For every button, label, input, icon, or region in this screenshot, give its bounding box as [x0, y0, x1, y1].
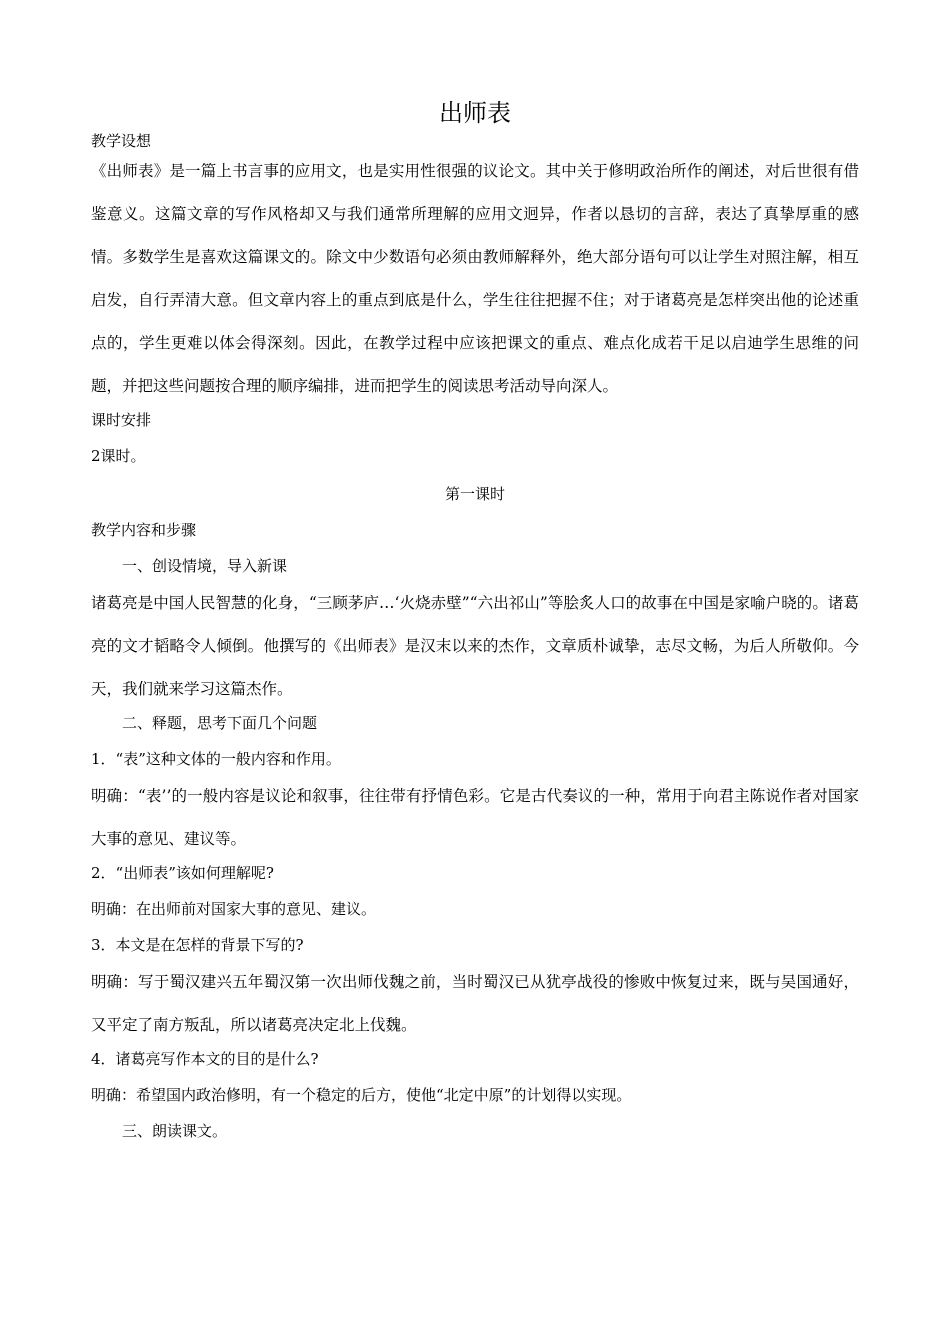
- step1-body: 诸葛亮是中国人民智慧的化身，“三顾茅庐…‘火烧赤壁”“六出祁山”等脍炙人口的故事在中国是家喻户晓的。诸葛亮的文才韬略令人倾倒。他撰写的《出师表》是汉末以来的杰作，文章质朴诚挚，志尽文畅，为后人所敬仰。今天，我们就来学习这篇杰作。: [91, 594, 859, 698]
- document-page: [91, 96, 859, 1149]
- answer-4: 明确：希望国内政治修明，有一个稳定的后方，使他“北定中原”的计划得以实现。: [91, 1086, 632, 1104]
- steps-heading: 教学内容和步骤: [91, 521, 197, 539]
- question-4: 4．诸葛亮写作本文的目的是什么?: [91, 1050, 319, 1068]
- schedule-body: 2课时。: [91, 447, 146, 465]
- lesson-title: 第一课时: [444, 485, 505, 503]
- design-body: 《出师表》是一篇上书言事的应用文，也是实用性很强的议论文。其中关于修明政治所作的阐述，对后世很有借鉴意义。这篇文章的写作风格却又与我们通常所理解的应用文迥异，作者以恳切的言辞，表达了真挚厚重的感情。多数学生是喜欢这篇课文的。除文中少数语句必须由教师解释外，绝大部分语句可以让学生对照注解，相互启发，自行弄清大意。但文章内容上的重点到底是什么，学生往往把握不住；对于诸葛亮是怎样突出他的论述重点的，学生更难以体会得深刻。因此，在教学过程中应该把课文的重点、难点化成若干足以启迪学生思维的问题，并把这些问题按合理的顺序编排，进而把学生的阅读思考活动导向深人。: [91, 162, 859, 395]
- schedule-heading: 课时安排: [91, 411, 152, 429]
- step1-heading: 一、创设情境，导入新课: [122, 557, 288, 575]
- question-1: 1．“表”这种文体的一般内容和作用。: [91, 750, 341, 768]
- answer-3: 明确：写于蜀汉建兴五年蜀汉第一次出师伐魏之前，当时蜀汉已从犹亭战役的惨败中恢复过来，既与吴国通好，又平定了南方叛乱，所以诸葛亮决定北上伐魏。: [91, 973, 859, 1034]
- document-title: 出师表: [439, 99, 511, 127]
- step2-heading: 二、释题，思考下面几个问题: [122, 714, 318, 732]
- design-heading: 教学设想: [91, 132, 152, 150]
- answer-1: 明确：“表’’的一般内容是议论和叙事，往往带有抒情色彩。它是古代奏议的一种，常用于向君主陈说作者对国家大事的意见、建议等。: [91, 787, 859, 848]
- step3-heading: 三、朗读课文。: [122, 1122, 228, 1140]
- question-3: 3．本文是在怎样的背景下写的?: [91, 936, 304, 954]
- answer-2: 明确：在出师前对国家大事的意见、建议。: [91, 900, 377, 918]
- question-2: 2．“出师表”该如何理解呢?: [91, 864, 274, 882]
